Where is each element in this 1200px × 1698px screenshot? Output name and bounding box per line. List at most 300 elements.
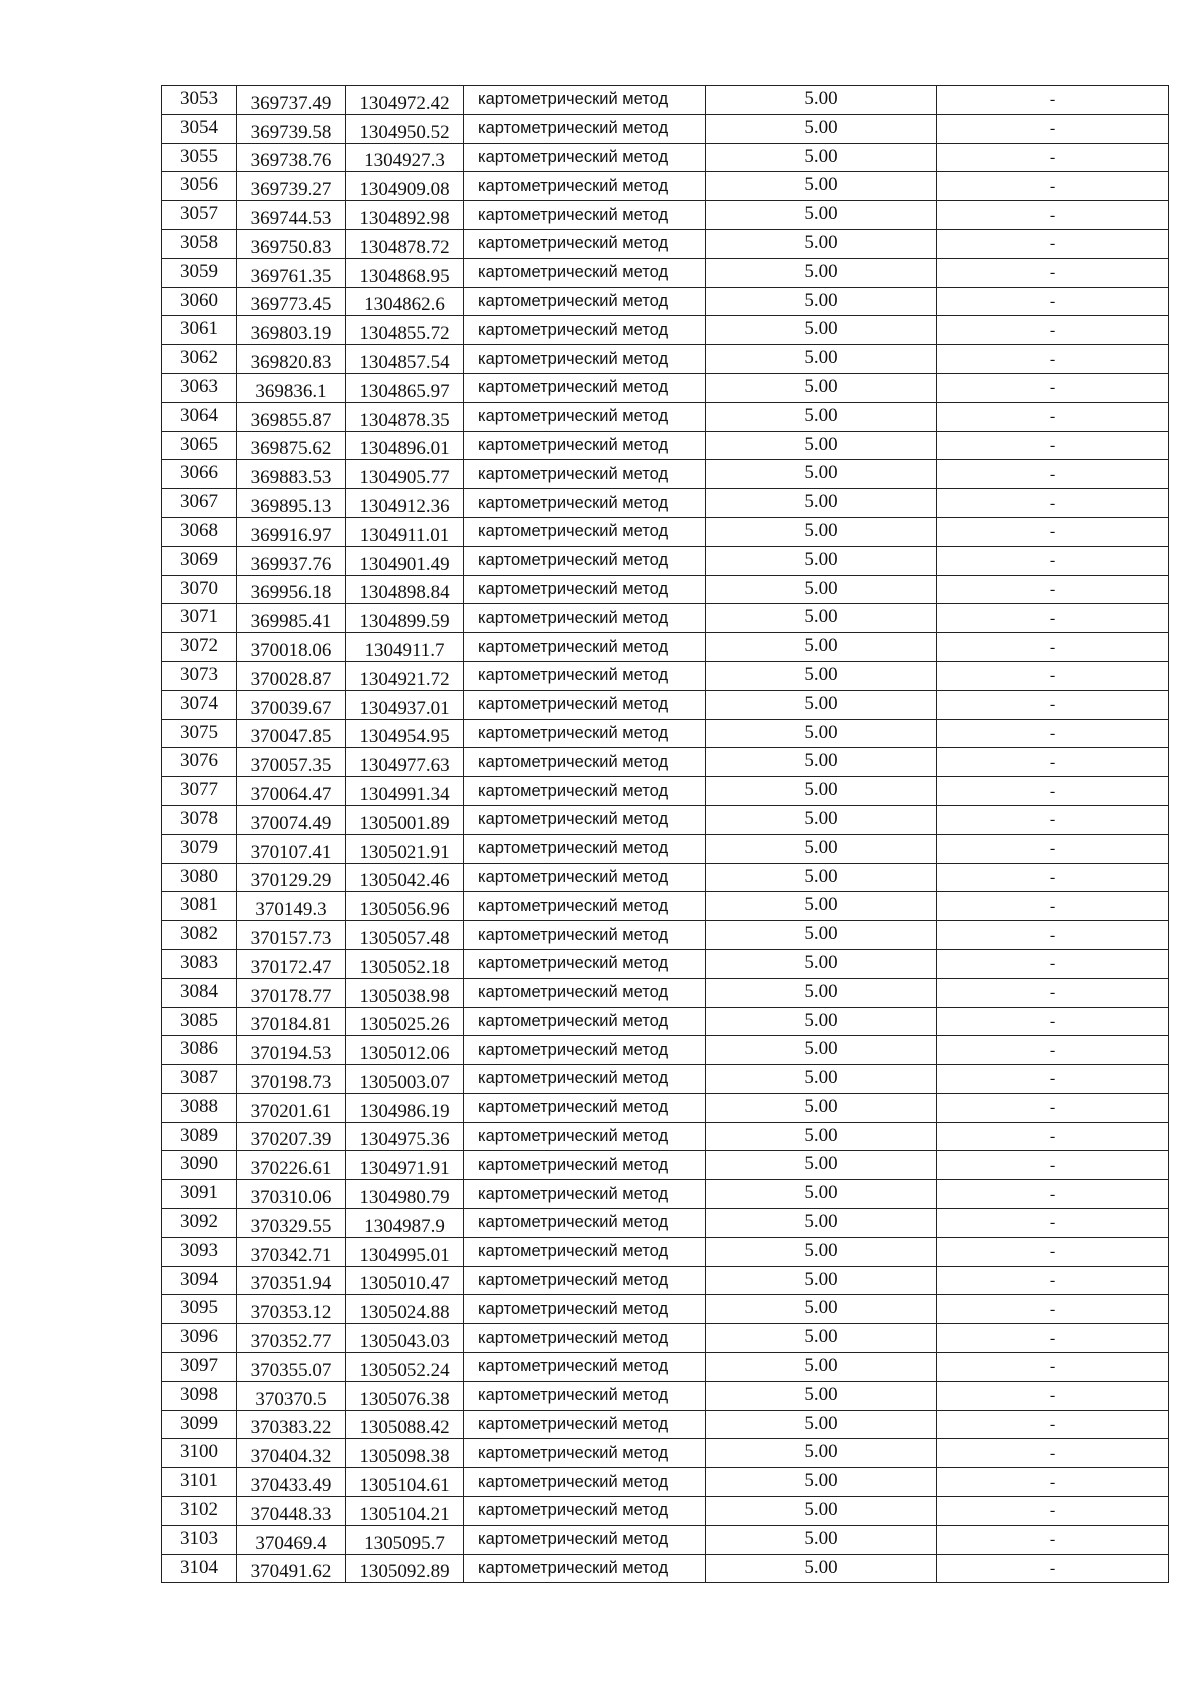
point-number-cell: 3068: [162, 517, 237, 546]
table-row: [162, 1266, 1169, 1295]
method-cell: картометрический метод: [464, 1122, 706, 1151]
description-cell: -: [937, 805, 1169, 834]
precision-cell: 5.00: [706, 1266, 937, 1295]
method-cell: картометрический метод: [464, 402, 706, 431]
x-coordinate-cell: 369820.83: [237, 345, 346, 374]
method-cell: картометрический метод: [464, 949, 706, 978]
description-cell: -: [937, 777, 1169, 806]
method-cell: картометрический метод: [464, 172, 706, 201]
table-row: [162, 1237, 1169, 1266]
precision-cell: 5.00: [706, 690, 937, 719]
precision-cell: 5.00: [706, 489, 937, 518]
precision-cell: 5.00: [706, 86, 937, 115]
table-row: [162, 1381, 1169, 1410]
description-cell: -: [937, 1439, 1169, 1468]
y-coordinate-cell: 1304995.01: [346, 1237, 464, 1266]
precision-cell: 5.00: [706, 114, 937, 143]
precision-cell: 5.00: [706, 1036, 937, 1065]
x-coordinate-cell: 370207.39: [237, 1122, 346, 1151]
point-number-cell: 3091: [162, 1180, 237, 1209]
method-cell: картометрический метод: [464, 1065, 706, 1094]
table-row: [162, 1007, 1169, 1036]
precision-cell: 5.00: [706, 719, 937, 748]
point-number-cell: 3055: [162, 143, 237, 172]
description-cell: -: [937, 978, 1169, 1007]
method-cell: картометрический метод: [464, 892, 706, 921]
table-row: [162, 575, 1169, 604]
precision-cell: 5.00: [706, 1007, 937, 1036]
method-cell: картометрический метод: [464, 777, 706, 806]
precision-cell: 5.00: [706, 1180, 937, 1209]
point-number-cell: 3104: [162, 1554, 237, 1583]
description-cell: -: [937, 661, 1169, 690]
y-coordinate-cell: 1304912.36: [346, 489, 464, 518]
y-coordinate-cell: 1305010.47: [346, 1266, 464, 1295]
table-row: [162, 1324, 1169, 1353]
x-coordinate-cell: 370028.87: [237, 661, 346, 690]
table-row: [162, 1122, 1169, 1151]
table-row: [162, 172, 1169, 201]
point-number-cell: 3093: [162, 1237, 237, 1266]
point-number-cell: 3060: [162, 287, 237, 316]
y-coordinate-cell: 1304862.6: [346, 287, 464, 316]
precision-cell: 5.00: [706, 1237, 937, 1266]
y-coordinate-cell: 1304896.01: [346, 431, 464, 460]
y-coordinate-cell: 1304971.91: [346, 1151, 464, 1180]
precision-cell: 5.00: [706, 258, 937, 287]
method-cell: картометрический метод: [464, 921, 706, 950]
precision-cell: 5.00: [706, 834, 937, 863]
description-cell: -: [937, 172, 1169, 201]
point-number-cell: 3095: [162, 1295, 237, 1324]
precision-cell: 5.00: [706, 373, 937, 402]
point-number-cell: 3103: [162, 1525, 237, 1554]
precision-cell: 5.00: [706, 604, 937, 633]
method-cell: картометрический метод: [464, 258, 706, 287]
point-number-cell: 3087: [162, 1065, 237, 1094]
x-coordinate-cell: 369836.1: [237, 373, 346, 402]
table-row: [162, 690, 1169, 719]
point-number-cell: 3074: [162, 690, 237, 719]
method-cell: картометрический метод: [464, 373, 706, 402]
table-row: [162, 114, 1169, 143]
y-coordinate-cell: 1305104.61: [346, 1468, 464, 1497]
y-coordinate-cell: 1305052.18: [346, 949, 464, 978]
x-coordinate-cell: 369985.41: [237, 604, 346, 633]
description-cell: -: [937, 143, 1169, 172]
table-row: [162, 402, 1169, 431]
point-number-cell: 3092: [162, 1209, 237, 1238]
x-coordinate-cell: 369761.35: [237, 258, 346, 287]
x-coordinate-cell: 370355.07: [237, 1353, 346, 1382]
point-number-cell: 3073: [162, 661, 237, 690]
method-cell: картометрический метод: [464, 834, 706, 863]
precision-cell: 5.00: [706, 431, 937, 460]
precision-cell: 5.00: [706, 1324, 937, 1353]
x-coordinate-cell: 370201.61: [237, 1093, 346, 1122]
precision-cell: 5.00: [706, 633, 937, 662]
method-cell: картометрический метод: [464, 287, 706, 316]
x-coordinate-cell: 370064.47: [237, 777, 346, 806]
point-number-cell: 3057: [162, 201, 237, 230]
table-row: [162, 633, 1169, 662]
description-cell: -: [937, 1180, 1169, 1209]
description-cell: -: [937, 604, 1169, 633]
point-number-cell: 3064: [162, 402, 237, 431]
point-number-cell: 3065: [162, 431, 237, 460]
method-cell: картометрический метод: [464, 546, 706, 575]
description-cell: -: [937, 719, 1169, 748]
precision-cell: 5.00: [706, 921, 937, 950]
y-coordinate-cell: 1304905.77: [346, 460, 464, 489]
y-coordinate-cell: 1304937.01: [346, 690, 464, 719]
method-cell: картометрический метод: [464, 863, 706, 892]
method-cell: картометрический метод: [464, 748, 706, 777]
x-coordinate-cell: 370352.77: [237, 1324, 346, 1353]
description-cell: -: [937, 489, 1169, 518]
point-number-cell: 3070: [162, 575, 237, 604]
description-cell: -: [937, 921, 1169, 950]
y-coordinate-cell: 1304909.08: [346, 172, 464, 201]
table-row: [162, 1093, 1169, 1122]
point-number-cell: 3066: [162, 460, 237, 489]
method-cell: картометрический метод: [464, 1180, 706, 1209]
description-cell: -: [937, 258, 1169, 287]
x-coordinate-cell: 369739.27: [237, 172, 346, 201]
x-coordinate-cell: 370149.3: [237, 892, 346, 921]
method-cell: картометрический метод: [464, 575, 706, 604]
point-number-cell: 3096: [162, 1324, 237, 1353]
description-cell: -: [937, 1237, 1169, 1266]
y-coordinate-cell: 1304991.34: [346, 777, 464, 806]
point-number-cell: 3080: [162, 863, 237, 892]
point-number-cell: 3053: [162, 86, 237, 115]
description-cell: -: [937, 287, 1169, 316]
description-cell: -: [937, 114, 1169, 143]
point-number-cell: 3054: [162, 114, 237, 143]
method-cell: картометрический метод: [464, 690, 706, 719]
precision-cell: 5.00: [706, 1554, 937, 1583]
precision-cell: 5.00: [706, 143, 937, 172]
x-coordinate-cell: 370469.4: [237, 1525, 346, 1554]
point-number-cell: 3084: [162, 978, 237, 1007]
description-cell: -: [937, 345, 1169, 374]
description-cell: -: [937, 1122, 1169, 1151]
point-number-cell: 3077: [162, 777, 237, 806]
description-cell: -: [937, 1410, 1169, 1439]
method-cell: картометрический метод: [464, 316, 706, 345]
precision-cell: 5.00: [706, 345, 937, 374]
method-cell: картометрический метод: [464, 460, 706, 489]
y-coordinate-cell: 1305095.7: [346, 1525, 464, 1554]
description-cell: -: [937, 633, 1169, 662]
y-coordinate-cell: 1304898.84: [346, 575, 464, 604]
method-cell: картометрический метод: [464, 143, 706, 172]
precision-cell: 5.00: [706, 1151, 937, 1180]
table-row: [162, 546, 1169, 575]
description-cell: -: [937, 373, 1169, 402]
y-coordinate-cell: 1305003.07: [346, 1065, 464, 1094]
method-cell: картометрический метод: [464, 1381, 706, 1410]
table-row: [162, 460, 1169, 489]
point-number-cell: 3090: [162, 1151, 237, 1180]
table-row: [162, 143, 1169, 172]
description-cell: -: [937, 86, 1169, 115]
description-cell: -: [937, 1093, 1169, 1122]
table-row: [162, 345, 1169, 374]
description-cell: -: [937, 1525, 1169, 1554]
description-cell: -: [937, 1065, 1169, 1094]
precision-cell: 5.00: [706, 1209, 937, 1238]
description-cell: -: [937, 517, 1169, 546]
precision-cell: 5.00: [706, 1093, 937, 1122]
method-cell: картометрический метод: [464, 431, 706, 460]
precision-cell: 5.00: [706, 287, 937, 316]
x-coordinate-cell: 370194.53: [237, 1036, 346, 1065]
y-coordinate-cell: 1304857.54: [346, 345, 464, 374]
x-coordinate-cell: 369739.58: [237, 114, 346, 143]
y-coordinate-cell: 1305024.88: [346, 1295, 464, 1324]
point-number-cell: 3086: [162, 1036, 237, 1065]
y-coordinate-cell: 1305052.24: [346, 1353, 464, 1382]
x-coordinate-cell: 370184.81: [237, 1007, 346, 1036]
y-coordinate-cell: 1304878.72: [346, 229, 464, 258]
description-cell: -: [937, 1324, 1169, 1353]
table-row: [162, 517, 1169, 546]
y-coordinate-cell: 1304927.3: [346, 143, 464, 172]
y-coordinate-cell: 1304868.95: [346, 258, 464, 287]
description-cell: -: [937, 690, 1169, 719]
x-coordinate-cell: 369956.18: [237, 575, 346, 604]
method-cell: картометрический метод: [464, 805, 706, 834]
x-coordinate-cell: 370491.62: [237, 1554, 346, 1583]
method-cell: картометрический метод: [464, 1151, 706, 1180]
description-cell: -: [937, 834, 1169, 863]
table-row: [162, 978, 1169, 1007]
method-cell: картометрический метод: [464, 1525, 706, 1554]
precision-cell: 5.00: [706, 661, 937, 690]
x-coordinate-cell: 369803.19: [237, 316, 346, 345]
x-coordinate-cell: 369895.13: [237, 489, 346, 518]
table-row: [162, 604, 1169, 633]
precision-cell: 5.00: [706, 863, 937, 892]
method-cell: картометрический метод: [464, 1497, 706, 1526]
point-number-cell: 3099: [162, 1410, 237, 1439]
y-coordinate-cell: 1305057.48: [346, 921, 464, 950]
table-row: [162, 489, 1169, 518]
description-cell: -: [937, 546, 1169, 575]
table-row: [162, 1036, 1169, 1065]
x-coordinate-cell: 369737.49: [237, 86, 346, 115]
table-row: [162, 431, 1169, 460]
x-coordinate-cell: 369875.62: [237, 431, 346, 460]
method-cell: картометрический метод: [464, 1353, 706, 1382]
x-coordinate-cell: 370198.73: [237, 1065, 346, 1094]
y-coordinate-cell: 1305076.38: [346, 1381, 464, 1410]
x-coordinate-cell: 369738.76: [237, 143, 346, 172]
precision-cell: 5.00: [706, 1497, 937, 1526]
description-cell: -: [937, 402, 1169, 431]
y-coordinate-cell: 1304980.79: [346, 1180, 464, 1209]
point-number-cell: 3102: [162, 1497, 237, 1526]
y-coordinate-cell: 1304911.01: [346, 517, 464, 546]
precision-cell: 5.00: [706, 892, 937, 921]
x-coordinate-cell: 370353.12: [237, 1295, 346, 1324]
precision-cell: 5.00: [706, 748, 937, 777]
table-row: [162, 1353, 1169, 1382]
point-number-cell: 3056: [162, 172, 237, 201]
precision-cell: 5.00: [706, 517, 937, 546]
precision-cell: 5.00: [706, 1295, 937, 1324]
x-coordinate-cell: 370107.41: [237, 834, 346, 863]
description-cell: -: [937, 1151, 1169, 1180]
x-coordinate-cell: 370018.06: [237, 633, 346, 662]
precision-cell: 5.00: [706, 777, 937, 806]
x-coordinate-cell: 369773.45: [237, 287, 346, 316]
precision-cell: 5.00: [706, 1122, 937, 1151]
method-cell: картометрический метод: [464, 1295, 706, 1324]
point-number-cell: 3063: [162, 373, 237, 402]
method-cell: картометрический метод: [464, 978, 706, 1007]
point-number-cell: 3082: [162, 921, 237, 950]
point-number-cell: 3058: [162, 229, 237, 258]
x-coordinate-cell: 370057.35: [237, 748, 346, 777]
method-cell: картометрический метод: [464, 1007, 706, 1036]
method-cell: картометрический метод: [464, 345, 706, 374]
method-cell: картометрический метод: [464, 1036, 706, 1065]
y-coordinate-cell: 1305092.89: [346, 1554, 464, 1583]
x-coordinate-cell: 369744.53: [237, 201, 346, 230]
table-row: [162, 863, 1169, 892]
description-cell: -: [937, 748, 1169, 777]
x-coordinate-cell: 369937.76: [237, 546, 346, 575]
method-cell: картометрический метод: [464, 517, 706, 546]
method-cell: картометрический метод: [464, 604, 706, 633]
point-number-cell: 3097: [162, 1353, 237, 1382]
precision-cell: 5.00: [706, 1468, 937, 1497]
method-cell: картометрический метод: [464, 1439, 706, 1468]
y-coordinate-cell: 1305043.03: [346, 1324, 464, 1353]
point-number-cell: 3088: [162, 1093, 237, 1122]
table-row: [162, 1410, 1169, 1439]
y-coordinate-cell: 1304901.49: [346, 546, 464, 575]
y-coordinate-cell: 1304865.97: [346, 373, 464, 402]
x-coordinate-cell: 370047.85: [237, 719, 346, 748]
x-coordinate-cell: 370310.06: [237, 1180, 346, 1209]
table-row: [162, 748, 1169, 777]
table-row: [162, 86, 1169, 115]
table-row: [162, 1295, 1169, 1324]
method-cell: картометрический метод: [464, 719, 706, 748]
method-cell: картометрический метод: [464, 1209, 706, 1238]
table-row: [162, 661, 1169, 690]
y-coordinate-cell: 1304977.63: [346, 748, 464, 777]
table-row: [162, 949, 1169, 978]
point-number-cell: 3069: [162, 546, 237, 575]
method-cell: картометрический метод: [464, 1266, 706, 1295]
table-row: [162, 719, 1169, 748]
x-coordinate-cell: 370074.49: [237, 805, 346, 834]
precision-cell: 5.00: [706, 805, 937, 834]
y-coordinate-cell: 1304911.7: [346, 633, 464, 662]
method-cell: картометрический метод: [464, 489, 706, 518]
table-row: [162, 316, 1169, 345]
method-cell: картометрический метод: [464, 661, 706, 690]
method-cell: картометрический метод: [464, 1468, 706, 1497]
description-cell: -: [937, 1266, 1169, 1295]
point-number-cell: 3089: [162, 1122, 237, 1151]
x-coordinate-cell: 370383.22: [237, 1410, 346, 1439]
y-coordinate-cell: 1304986.19: [346, 1093, 464, 1122]
description-cell: -: [937, 1353, 1169, 1382]
description-cell: -: [937, 575, 1169, 604]
y-coordinate-cell: 1305056.96: [346, 892, 464, 921]
precision-cell: 5.00: [706, 546, 937, 575]
precision-cell: 5.00: [706, 201, 937, 230]
description-cell: -: [937, 1007, 1169, 1036]
x-coordinate-cell: 369855.87: [237, 402, 346, 431]
y-coordinate-cell: 1304892.98: [346, 201, 464, 230]
table-row: [162, 258, 1169, 287]
x-coordinate-cell: 370433.49: [237, 1468, 346, 1497]
y-coordinate-cell: 1304954.95: [346, 719, 464, 748]
x-coordinate-cell: 370178.77: [237, 978, 346, 1007]
table-row: [162, 892, 1169, 921]
point-number-cell: 3067: [162, 489, 237, 518]
point-number-cell: 3085: [162, 1007, 237, 1036]
description-cell: -: [937, 1468, 1169, 1497]
precision-cell: 5.00: [706, 575, 937, 604]
table-row: [162, 1180, 1169, 1209]
method-cell: картометрический метод: [464, 201, 706, 230]
y-coordinate-cell: 1305038.98: [346, 978, 464, 1007]
description-cell: -: [937, 1209, 1169, 1238]
y-coordinate-cell: 1305012.06: [346, 1036, 464, 1065]
description-cell: -: [937, 863, 1169, 892]
precision-cell: 5.00: [706, 1410, 937, 1439]
precision-cell: 5.00: [706, 229, 937, 258]
y-coordinate-cell: 1304921.72: [346, 661, 464, 690]
point-number-cell: 3081: [162, 892, 237, 921]
table-body: [162, 86, 1169, 1583]
description-cell: -: [937, 892, 1169, 921]
precision-cell: 5.00: [706, 172, 937, 201]
precision-cell: 5.00: [706, 978, 937, 1007]
method-cell: картометрический метод: [464, 633, 706, 662]
y-coordinate-cell: 1305025.26: [346, 1007, 464, 1036]
precision-cell: 5.00: [706, 949, 937, 978]
precision-cell: 5.00: [706, 460, 937, 489]
description-cell: -: [937, 949, 1169, 978]
table-row: [162, 1525, 1169, 1554]
table-row: [162, 1468, 1169, 1497]
x-coordinate-cell: 370329.55: [237, 1209, 346, 1238]
point-number-cell: 3101: [162, 1468, 237, 1497]
x-coordinate-cell: 370404.32: [237, 1439, 346, 1468]
y-coordinate-cell: 1304987.9: [346, 1209, 464, 1238]
description-cell: -: [937, 1554, 1169, 1583]
description-cell: -: [937, 1036, 1169, 1065]
table-row: [162, 1209, 1169, 1238]
x-coordinate-cell: 370039.67: [237, 690, 346, 719]
x-coordinate-cell: 370370.5: [237, 1381, 346, 1410]
x-coordinate-cell: 370172.47: [237, 949, 346, 978]
method-cell: картометрический метод: [464, 229, 706, 258]
table-row: [162, 805, 1169, 834]
precision-cell: 5.00: [706, 1353, 937, 1382]
point-number-cell: 3059: [162, 258, 237, 287]
y-coordinate-cell: 1305104.21: [346, 1497, 464, 1526]
